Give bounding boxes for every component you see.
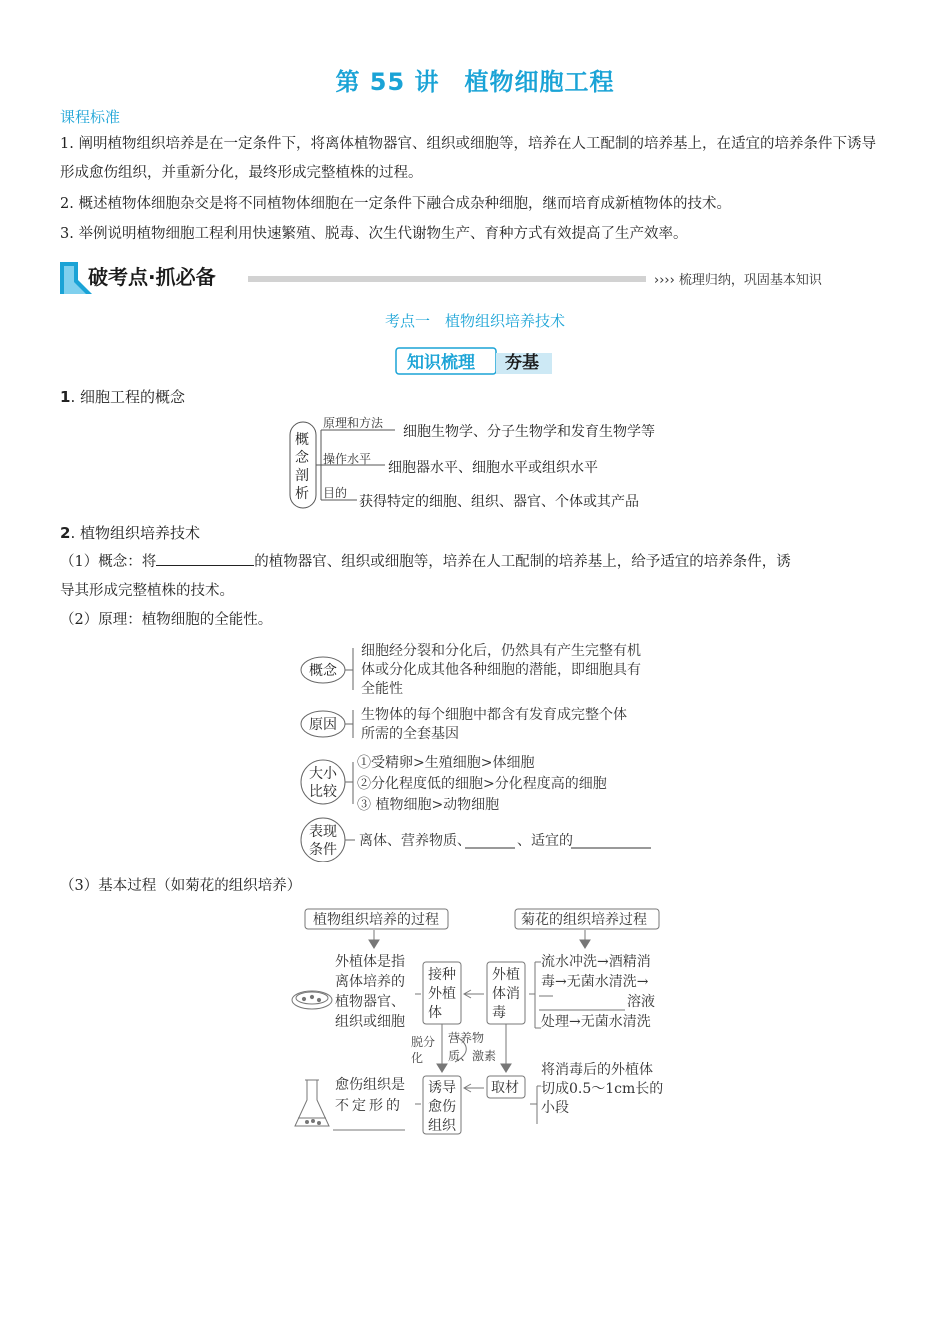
svg-text:离体、营养物质、: 离体、营养物质、 <box>359 833 471 849</box>
svg-text:愈伤组织是: 愈伤组织是 <box>335 1077 405 1093</box>
knowledge-tag-black: 夯基 <box>505 353 539 373</box>
dedifferentiation-label: 脱分 <box>411 1035 436 1049</box>
branch-label-principle: 原理和方法 <box>323 416 384 430</box>
svg-text:处理→无菌水清洗: 处理→无菌水清洗 <box>541 1014 651 1030</box>
knowledge-tag-blue: 知识梳理 <box>407 353 475 373</box>
curriculum-item-3: 3. 举例说明植物细胞工程利用快速繁殖、脱毒、次生代谢物生产、育种方式有效提高了生产效率。 <box>60 226 688 242</box>
take-material-box: 取材 <box>491 1080 519 1096</box>
curriculum-heading: 课程标准 <box>60 108 121 126</box>
svg-text:将消毒后的外植体: 将消毒后的外植体 <box>541 1062 653 1078</box>
branch-text-principle: 细胞生物学、分子生物学和发育生物学等 <box>403 424 655 440</box>
svg-text:离体培养的: 离体培养的 <box>335 974 405 990</box>
svg-text:体消: 体消 <box>492 986 520 1002</box>
node-compare-label-2: 比较 <box>309 784 337 800</box>
disinfect-box: 外植 <box>492 967 520 983</box>
svg-text:概: 概 <box>295 432 309 448</box>
svg-text:③ 植物细胞>动物细胞: ③ 植物细胞>动物细胞 <box>357 797 500 813</box>
svg-text:溶液: 溶液 <box>627 994 655 1010</box>
curriculum-item-1: 1. 阐明植物组织培养是在一定条件下，将离体植物器官、组织或细胞等，培养在人工配制的培养基上，在适宜的培养条件下诱导形成愈伤组织，并重新分化，最终形成完整植株的过程。 <box>60 136 876 181</box>
svg-text:生物体的每个细胞中都含有发育成完整个体: 生物体的每个细胞中都含有发育成完整个体 <box>361 707 627 723</box>
node-reason-label: 原因 <box>309 717 337 733</box>
svg-text:体或分化成其他各种细胞的潜能，即细胞具有: 体或分化成其他各种细胞的潜能，即细胞具有 <box>361 662 641 678</box>
node-concept-label: 概念 <box>309 663 337 679</box>
svg-text:组织或细胞: 组织或细胞 <box>335 1014 405 1030</box>
branch-label-goal: 目的 <box>323 486 348 500</box>
nutrients-label: 营养物 <box>448 1031 485 1045</box>
section2-heading: 2. 植物组织培养技术 <box>60 524 200 542</box>
answer-blank[interactable] <box>156 549 254 566</box>
curriculum-item-2: 2. 概述植物体细胞杂交是将不同植物体细胞在一定条件下融合成杂种细胞，继而培育成新植物体的技术。 <box>60 196 731 212</box>
section2-p1: （1）概念：将 的植物器官、组织或细胞等，培养在人工配制的培养基上，给予适宜的培养条件，诱 导其形成完整植株的技术。 <box>60 548 900 606</box>
flask-icon <box>295 1080 329 1126</box>
totipotency-diagram <box>295 640 665 862</box>
kaodian-title: 考点一 植物组织培养技术 <box>384 312 565 330</box>
callus-box: 诱导 <box>428 1080 456 1096</box>
cell-engineering-diagram <box>285 412 685 512</box>
svg-text:外植: 外植 <box>428 986 456 1002</box>
svg-text:化: 化 <box>411 1051 424 1065</box>
branch-text-goal: 获得特定的细胞、组织、器官、个体或其产品 <box>359 494 639 510</box>
petri-dish-icon <box>292 991 332 1009</box>
inoculate-box: 接种 <box>428 967 456 983</box>
knowledge-tag <box>395 345 555 377</box>
svg-text:切成0.5～1cm长的: 切成0.5～1cm长的 <box>541 1081 664 1097</box>
svg-text:析: 析 <box>295 486 309 502</box>
banner-left-text: 破考点·抓必备 <box>88 265 216 289</box>
svg-text:体: 体 <box>428 1005 442 1021</box>
svg-text:①受精卵>生殖细胞>体细胞: ①受精卵>生殖细胞>体细胞 <box>357 755 535 771</box>
right-process-header: 菊花的组织培养过程 <box>521 912 647 928</box>
svg-text:组织: 组织 <box>428 1118 456 1134</box>
process-diagram <box>285 904 675 1140</box>
node-condition-label-2: 条件 <box>309 842 337 858</box>
svg-text:愈伤: 愈伤 <box>428 1099 456 1115</box>
branch-label-level: 操作水平 <box>323 452 372 466</box>
concept-root-label <box>295 431 310 502</box>
node-compare-label-1: 大小 <box>309 766 337 782</box>
banner-right-text: ›››› 梳理归纳，巩固基本知识 <box>654 273 822 288</box>
svg-text:②分化程度低的细胞>分化程度高的细胞: ②分化程度低的细胞>分化程度高的细胞 <box>357 776 607 792</box>
svg-text:毒→无菌水清洗→: 毒→无菌水清洗→ <box>541 974 649 990</box>
left-process-header: 植物组织培养的过程 <box>313 912 439 928</box>
svg-text:外植体是指: 外植体是指 <box>335 954 405 970</box>
section2-p3: （3）基本过程（如菊花的组织培养） <box>60 878 302 894</box>
svg-text:细胞经分裂和分化后，仍然具有产生完整有机: 细胞经分裂和分化后，仍然具有产生完整有机 <box>361 643 641 659</box>
svg-text:所需的全套基因: 所需的全套基因 <box>361 726 459 742</box>
svg-text:流水冲洗→酒精消: 流水冲洗→酒精消 <box>541 954 651 970</box>
svg-text:小段: 小段 <box>541 1100 569 1116</box>
node-condition-label-1: 表现 <box>309 824 337 840</box>
page-title: 第 55 讲 植物细胞工程 <box>335 68 615 96</box>
section-banner <box>58 258 858 300</box>
svg-text:全能性: 全能性 <box>361 681 403 697</box>
svg-text:植物器官、: 植物器官、 <box>335 994 405 1010</box>
svg-text:质、激素: 质、激素 <box>448 1049 497 1063</box>
branch-text-level: 细胞器水平、细胞水平或组织水平 <box>388 460 598 476</box>
section1-heading: 1. 细胞工程的概念 <box>60 388 185 406</box>
svg-text:念: 念 <box>295 450 309 466</box>
svg-text:不定形的: 不定形的 <box>335 1098 403 1114</box>
svg-text:、适宜的: 、适宜的 <box>517 833 573 849</box>
svg-text:毒: 毒 <box>492 1005 506 1021</box>
section2-p2: （2）原理：植物细胞的全能性。 <box>60 612 273 628</box>
svg-text:剖: 剖 <box>295 468 309 484</box>
